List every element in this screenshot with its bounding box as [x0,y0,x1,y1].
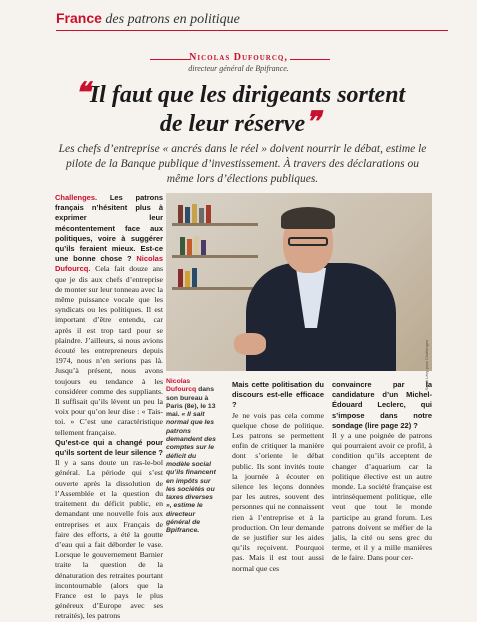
question-4: convaincre par la candidature d’un Michel-Édouard Leclerc, qui s’impose dans notre sondage (lire page 22) ? [332,380,432,430]
column-right [332,380,432,564]
open-quote-icon: ❝ [74,78,90,109]
close-quote-icon: ❞ [305,107,321,138]
book [178,205,183,223]
book [185,207,190,223]
header-rule [56,30,448,31]
question-2: Qu’est-ce qui a changé pour qu’ils sortent de leur silence ? [55,437,163,458]
book [187,239,192,255]
brand-challenges: Challenges. [55,193,98,202]
section-header [56,10,240,28]
column-left [55,193,163,622]
book [199,208,204,223]
caption-quote: « Il sait normal que les patrons demandent des comptes sur le déficit du modèle social qu’ils financent en impôts sur les sociétés ou taxes diverses », estime le directeur général de Bpifrance. [166,411,216,535]
byline-role: directeur général de Bpifrance. [188,64,289,73]
book [192,268,197,287]
column-middle [232,380,324,574]
answer-1-speaker: Nicolas Dufourcq. [55,254,163,274]
section-label: France [56,10,102,26]
book [185,271,190,287]
book [180,237,185,255]
photo-caption [166,378,220,536]
section-title: des patrons en politique [105,12,240,27]
bookshelf [172,287,258,290]
caption-name: Nicolas Dufourcq [166,378,197,394]
byline-name: Nicolas Dufourcq, [189,52,288,63]
question-3: Mais cette politisation du discours est-elle efficace ? [232,380,324,410]
answer-4: Il y a une poignée de patrons qui pourraient avoir ce profil, à condition qu’ils acceptent de changer d’aquarium car la politique élective est un autre monde. La société française est intrinsèquement politique, elle veut que tout le monde participe au grand forum. Les patrons doivent se méfier de la jalis, la cité ou sens grec du terme, et il y a mille manières de le faire. Dans pour cer- [332,431,432,563]
photo-credit: Sarah Lèvy pour Challenges [424,340,429,391]
answer-1: Cela fait douze ans que je dis aux chefs d’entreprise de monter sur leur tonneau avec la même puissance vocale que les syndicats ou les politiques. Il est important d’être entendu, car après il est trop tard pour se plaindre. J’ailleurs, si nous avions écouté les entrepreneurs depuis 1974, nous n’en serions pas là. Jusqu’à présent, nous avons toujours eu tendance à les considérer comme des suppliants. Il suffisait qu’ils lèvent un peu la voix pour qu’on leur dise : « Tais-toi. » C’est une caractéristique tellement française. [55,264,163,437]
answer-2: Il y a sans doute un ras-le-bol général. La période qui s’est ouverte après la dissolution de l’Assemblée et la question du traitement du déficit public, en demandant une nouvelle fois aux entreprises et aux Français de faire des efforts, a été la goutte d’eau qui a fait déborder le vase. Lorsque le gouvernement Barnier traite la question de la dénaturation des retraites pourtant incontournable (alors que la France est le pays le plus généreux d’Europe avec ses retraités), les patrons [55,458,163,621]
book [206,205,211,223]
standfirst: Les chefs d’entreprise « ancrés dans le réel » doivent nourrir le débat, estime le pilote de la Banque publique d’investissement. À travers des déclarations ou même lors d’élections publiques. [58,143,427,185]
answer-3: Je ne vois pas cela comme quelque chose de politique. Les patrons se permettent enfin de critiquer la manière dont s’oriente le débat public. Ils sont invités toute la journée à écouter en silence les leçons données par les autres, souvent des personnes qui ne connaissent rien à l’entreprise et à la production. On leur demande de se justifier sur les aides qu’ils reçoivent. Pourquoi pas. Mais il est tout aussi normal que ces [232,410,324,573]
question-1: Challenges. Les patrons français n’hésitent plus à exprimer leur mécontentement face aux politiques, voire à suggérer qu’ils feraient mieux. Est-ce une bonne chose ? [55,193,163,264]
bookshelf [172,223,258,226]
book [192,204,197,223]
person-hair [281,207,335,229]
caption-where: dans son bureau à Paris (8e), le 13 mai. [166,386,216,419]
portrait-photo [166,193,432,371]
book [194,236,199,255]
bookshelf [172,255,258,258]
book [178,269,183,287]
glasses-icon [288,237,328,246]
book [201,240,206,255]
headline-text: Il faut que les dirigeants sortent de leur réserve [89,82,406,137]
person-hand [234,333,266,355]
headline [70,80,410,138]
